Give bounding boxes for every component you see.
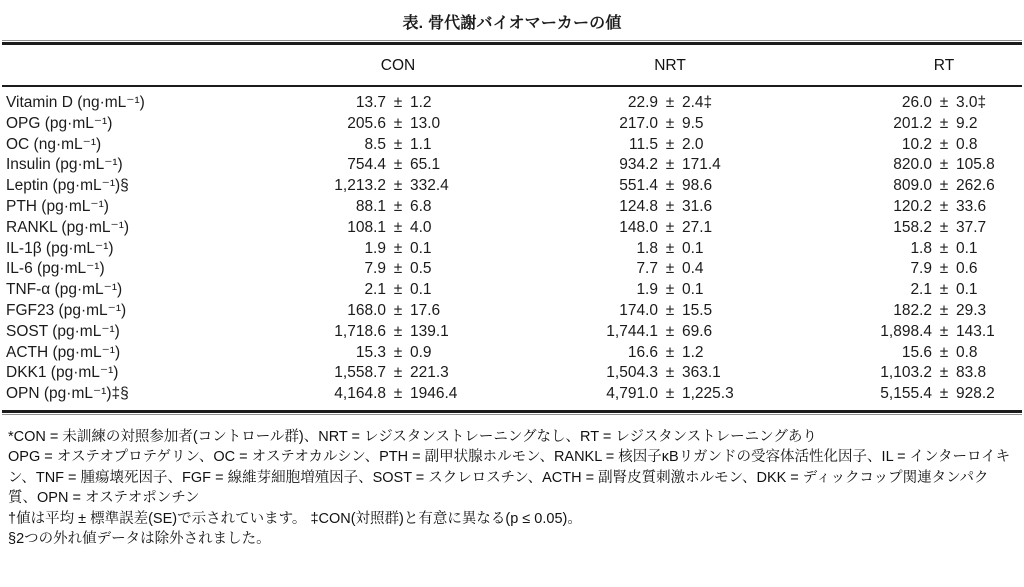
row-label: Vitamin D (ng·mL⁻¹) [6, 94, 145, 111]
column-header-nrt: NRT [654, 57, 686, 74]
mean-value: 26.0 [901, 94, 932, 111]
value-cell-rt [748, 384, 1024, 405]
se-value: 0.1 [682, 281, 704, 299]
plus-minus-symbol: ± [393, 114, 403, 132]
se-value: 0.8 [956, 135, 978, 153]
row-label: DKK1 (pg·mL⁻¹) [6, 364, 119, 382]
mean-value: 1.9 [364, 239, 386, 257]
se-value: 83.8 [956, 364, 987, 382]
se-value: 98.6 [682, 177, 713, 195]
mean-value: 1,504.3 [606, 364, 658, 382]
se-value: 332.4 [410, 177, 449, 195]
value-cell-rt [748, 259, 1024, 280]
mean-value: 148.0 [619, 218, 658, 236]
value-cell-con [296, 197, 472, 218]
mean-value: 1,898.4 [880, 322, 932, 340]
value-cell-con [296, 114, 472, 135]
se-value: 37.7 [956, 218, 987, 236]
table-row [0, 218, 1024, 239]
plus-minus-symbol: ± [393, 260, 403, 278]
mean-value: 934.2 [619, 156, 658, 174]
mean-value: 182.2 [893, 301, 932, 319]
table-row [0, 176, 1024, 197]
mean-value: 5,155.4 [880, 385, 932, 403]
plus-minus-symbol: ± [665, 260, 675, 278]
table-row [0, 93, 1024, 114]
se-value: 69.6 [682, 322, 713, 340]
plus-minus-symbol: ± [393, 197, 403, 215]
table-title: 表. 骨代謝バイオマーカーの値 [402, 15, 622, 32]
mean-value: 174.0 [619, 301, 658, 319]
value-cell-rt [748, 280, 1024, 301]
value-cell-con [296, 218, 472, 239]
plus-minus-symbol: ± [939, 343, 949, 361]
plus-minus-symbol: ± [393, 301, 403, 319]
mean-value: 1,558.7 [334, 364, 386, 382]
mean-value: 88.1 [355, 197, 386, 215]
se-value: 0.5 [410, 260, 432, 278]
column-header-con: CON [380, 57, 416, 74]
table-footnotes [0, 415, 1024, 550]
plus-minus-symbol: ± [393, 239, 403, 257]
table-row [0, 384, 1024, 405]
plus-minus-symbol: ± [393, 364, 403, 382]
plus-minus-symbol: ± [665, 281, 675, 299]
footnote-stats: †値は平均 ± 標準誤差(SE)で示されています。 ‡CON(対照群)と有意に異なる(p ≤ 0.05)。 [8, 510, 582, 527]
mean-value: 16.6 [627, 343, 658, 361]
plus-minus-symbol: ± [939, 218, 949, 236]
se-value: 363.1 [682, 364, 721, 382]
se-value: 2.0 [682, 135, 704, 153]
value-cell-nrt [472, 218, 748, 239]
se-value: 1.2 [410, 94, 432, 111]
se-value: 0.8 [956, 343, 978, 361]
se-value: 928.2 [956, 385, 995, 403]
value-cell-con [296, 239, 472, 260]
se-value: 1.1 [410, 135, 432, 153]
plus-minus-symbol: ± [665, 197, 675, 215]
mean-value: 754.4 [347, 156, 386, 174]
footnote-outliers: §2つの外れ値データは除外されました。 [8, 531, 271, 548]
row-label: ACTH (pg·mL⁻¹) [6, 343, 121, 361]
plus-minus-symbol: ± [939, 114, 949, 132]
se-value: 6.8 [410, 197, 432, 215]
mean-value: 15.3 [355, 343, 386, 361]
mean-value: 809.0 [893, 177, 932, 195]
se-value: 0.1 [956, 281, 978, 299]
mean-value: 2.1 [910, 281, 932, 299]
mean-value: 158.2 [893, 218, 932, 236]
value-cell-nrt [472, 155, 748, 176]
table-row [0, 322, 1024, 343]
se-value: 29.3 [956, 301, 987, 319]
plus-minus-symbol: ± [665, 343, 675, 361]
se-value: 0.9 [410, 343, 432, 361]
mean-value: 1.8 [910, 239, 932, 257]
row-label: Leptin (pg·mL⁻¹)§ [6, 177, 129, 195]
table-body [0, 87, 1024, 410]
mean-value: 108.1 [347, 218, 386, 236]
row-label: IL-1β (pg·mL⁻¹) [6, 239, 114, 257]
se-value: 0.1 [410, 239, 432, 257]
value-cell-nrt [472, 280, 748, 301]
se-value: 13.0 [410, 114, 441, 132]
plus-minus-symbol: ± [665, 94, 675, 111]
value-cell-con [296, 343, 472, 364]
value-cell-rt [748, 322, 1024, 343]
plus-minus-symbol: ± [939, 364, 949, 382]
value-cell-rt [748, 197, 1024, 218]
value-cell-nrt [472, 135, 748, 156]
se-value: 31.6 [682, 197, 713, 215]
se-value: 0.6 [956, 260, 978, 278]
table-row [0, 135, 1024, 156]
mean-value: 13.7 [355, 94, 386, 111]
plus-minus-symbol: ± [665, 364, 675, 382]
mean-value: 7.9 [364, 260, 386, 278]
se-value: 9.2 [956, 114, 978, 132]
plus-minus-symbol: ± [665, 301, 675, 319]
mean-value: 217.0 [619, 114, 658, 132]
table-row [0, 363, 1024, 384]
plus-minus-symbol: ± [939, 239, 949, 257]
value-cell-nrt [472, 93, 748, 114]
table-row [0, 155, 1024, 176]
mean-value: 7.9 [910, 260, 932, 278]
se-value: 33.6 [956, 197, 987, 215]
footnote-abbreviations: OPG = オステオプロテゲリン、OC = オステオカルシン、PTH = 副甲状腺ホルモン、RANKL = 核因子κBリガンドの受容体活性化因子、IL = インターロイキン、TNF = 腫瘍壊死因子、FGF = 線維芽細胞増殖因子、SOST = スクレロスチン、ACTH = 副腎皮質刺激ホルモン、DKK = ディックコップ関連タンパク質、OPN = オステオポンチン [8, 449, 1011, 507]
value-cell-rt [748, 114, 1024, 135]
value-cell-nrt [472, 301, 748, 322]
mean-value: 8.5 [364, 135, 386, 153]
mean-value: 10.2 [901, 135, 932, 153]
table-row [0, 280, 1024, 301]
value-cell-nrt [472, 239, 748, 260]
row-label: SOST (pg·mL⁻¹) [6, 322, 120, 340]
mean-value: 4,164.8 [334, 385, 386, 403]
se-value: 0.1 [410, 281, 432, 299]
value-cell-con [296, 259, 472, 280]
se-value: 65.1 [410, 156, 441, 174]
value-cell-rt [748, 343, 1024, 364]
value-cell-rt [748, 155, 1024, 176]
plus-minus-symbol: ± [665, 385, 675, 403]
table-row [0, 343, 1024, 364]
footnote-groups: *CON = 未訓練の対照参加者(コントロール群)、NRT = レジスタンストレーニングなし、RT = レジスタンストレーニングあり [8, 428, 817, 445]
se-value: 1.2 [682, 343, 704, 361]
plus-minus-symbol: ± [665, 177, 675, 195]
mean-value: 4,791.0 [606, 385, 658, 403]
plus-minus-symbol: ± [665, 218, 675, 236]
value-cell-con [296, 384, 472, 405]
mean-value: 1,103.2 [880, 364, 932, 382]
plus-minus-symbol: ± [393, 218, 403, 236]
se-value: 9.5 [682, 114, 704, 132]
se-value: 27.1 [682, 218, 713, 236]
se-value: 2.4‡ [682, 94, 713, 111]
plus-minus-symbol: ± [939, 197, 949, 215]
table-row [0, 239, 1024, 260]
value-cell-con [296, 176, 472, 197]
plus-minus-symbol: ± [939, 281, 949, 299]
value-cell-nrt [472, 197, 748, 218]
table-row [0, 301, 1024, 322]
row-label: TNF-α (pg·mL⁻¹) [6, 281, 123, 299]
se-value: 1,225.3 [682, 385, 734, 403]
column-header-rt: RT [933, 57, 955, 74]
mean-value: 205.6 [347, 114, 386, 132]
se-value: 3.0‡ [956, 94, 987, 111]
mean-value: 2.1 [364, 281, 386, 299]
mean-value: 7.7 [636, 260, 658, 278]
value-cell-nrt [472, 176, 748, 197]
row-label: OPN (pg·mL⁻¹)‡§ [6, 385, 129, 403]
plus-minus-symbol: ± [939, 156, 949, 174]
mean-value: 1,213.2 [334, 177, 386, 195]
value-cell-con [296, 363, 472, 384]
row-label: PTH (pg·mL⁻¹) [6, 197, 109, 215]
plus-minus-symbol: ± [939, 260, 949, 278]
mean-value: 1,744.1 [606, 322, 658, 340]
table-header-row [0, 45, 1024, 85]
value-cell-nrt [472, 322, 748, 343]
mean-value: 201.2 [893, 114, 932, 132]
plus-minus-symbol: ± [665, 114, 675, 132]
se-value: 17.6 [410, 301, 441, 319]
value-cell-con [296, 93, 472, 114]
row-label: RANKL (pg·mL⁻¹) [6, 218, 130, 236]
value-cell-nrt [472, 259, 748, 280]
plus-minus-symbol: ± [393, 94, 403, 111]
plus-minus-symbol: ± [939, 135, 949, 153]
plus-minus-symbol: ± [665, 239, 675, 257]
table-row [0, 114, 1024, 135]
plus-minus-symbol: ± [393, 281, 403, 299]
se-value: 143.1 [956, 322, 995, 340]
value-cell-con [296, 155, 472, 176]
se-value: 1946.4 [410, 385, 458, 403]
plus-minus-symbol: ± [665, 322, 675, 340]
value-cell-nrt [472, 114, 748, 135]
table-row [0, 197, 1024, 218]
se-value: 4.0 [410, 218, 432, 236]
row-label: Insulin (pg·mL⁻¹) [6, 156, 123, 174]
mean-value: 124.8 [619, 197, 658, 215]
value-cell-rt [748, 363, 1024, 384]
plus-minus-symbol: ± [939, 301, 949, 319]
plus-minus-symbol: ± [939, 177, 949, 195]
mean-value: 551.4 [619, 177, 658, 195]
table-row [0, 259, 1024, 280]
row-label: OC (ng·mL⁻¹) [6, 135, 102, 153]
se-value: 171.4 [682, 156, 721, 174]
se-value: 0.1 [682, 239, 704, 257]
se-value: 0.4 [682, 260, 704, 278]
plus-minus-symbol: ± [393, 385, 403, 403]
plus-minus-symbol: ± [393, 156, 403, 174]
value-cell-rt [748, 135, 1024, 156]
plus-minus-symbol: ± [665, 156, 675, 174]
se-value: 221.3 [410, 364, 449, 382]
value-cell-con [296, 135, 472, 156]
row-label: FGF23 (pg·mL⁻¹) [6, 301, 127, 319]
mean-value: 120.2 [893, 197, 932, 215]
value-cell-con [296, 280, 472, 301]
plus-minus-symbol: ± [665, 135, 675, 153]
plus-minus-symbol: ± [393, 177, 403, 195]
value-cell-rt [748, 176, 1024, 197]
plus-minus-symbol: ± [939, 385, 949, 403]
plus-minus-symbol: ± [393, 322, 403, 340]
mean-value: 1,718.6 [334, 322, 386, 340]
plus-minus-symbol: ± [393, 343, 403, 361]
value-cell-nrt [472, 343, 748, 364]
plus-minus-symbol: ± [939, 322, 949, 340]
mean-value: 22.9 [627, 94, 658, 111]
mean-value: 15.6 [901, 343, 932, 361]
mean-value: 1.8 [636, 239, 658, 257]
mean-value: 1.9 [636, 281, 658, 299]
se-value: 139.1 [410, 322, 449, 340]
row-label: OPG (pg·mL⁻¹) [6, 114, 113, 132]
mean-value: 820.0 [893, 156, 932, 174]
se-value: 15.5 [682, 301, 713, 319]
value-cell-con [296, 301, 472, 322]
value-cell-rt [748, 301, 1024, 322]
value-cell-rt [748, 239, 1024, 260]
value-cell-con [296, 322, 472, 343]
mean-value: 168.0 [347, 301, 386, 319]
value-cell-rt [748, 93, 1024, 114]
value-cell-nrt [472, 384, 748, 405]
plus-minus-symbol: ± [939, 94, 949, 111]
se-value: 105.8 [956, 156, 995, 174]
row-label: IL-6 (pg·mL⁻¹) [6, 260, 105, 278]
plus-minus-symbol: ± [393, 135, 403, 153]
value-cell-rt [748, 218, 1024, 239]
mean-value: 11.5 [628, 135, 658, 153]
value-cell-nrt [472, 363, 748, 384]
se-value: 0.1 [956, 239, 978, 257]
se-value: 262.6 [956, 177, 995, 195]
